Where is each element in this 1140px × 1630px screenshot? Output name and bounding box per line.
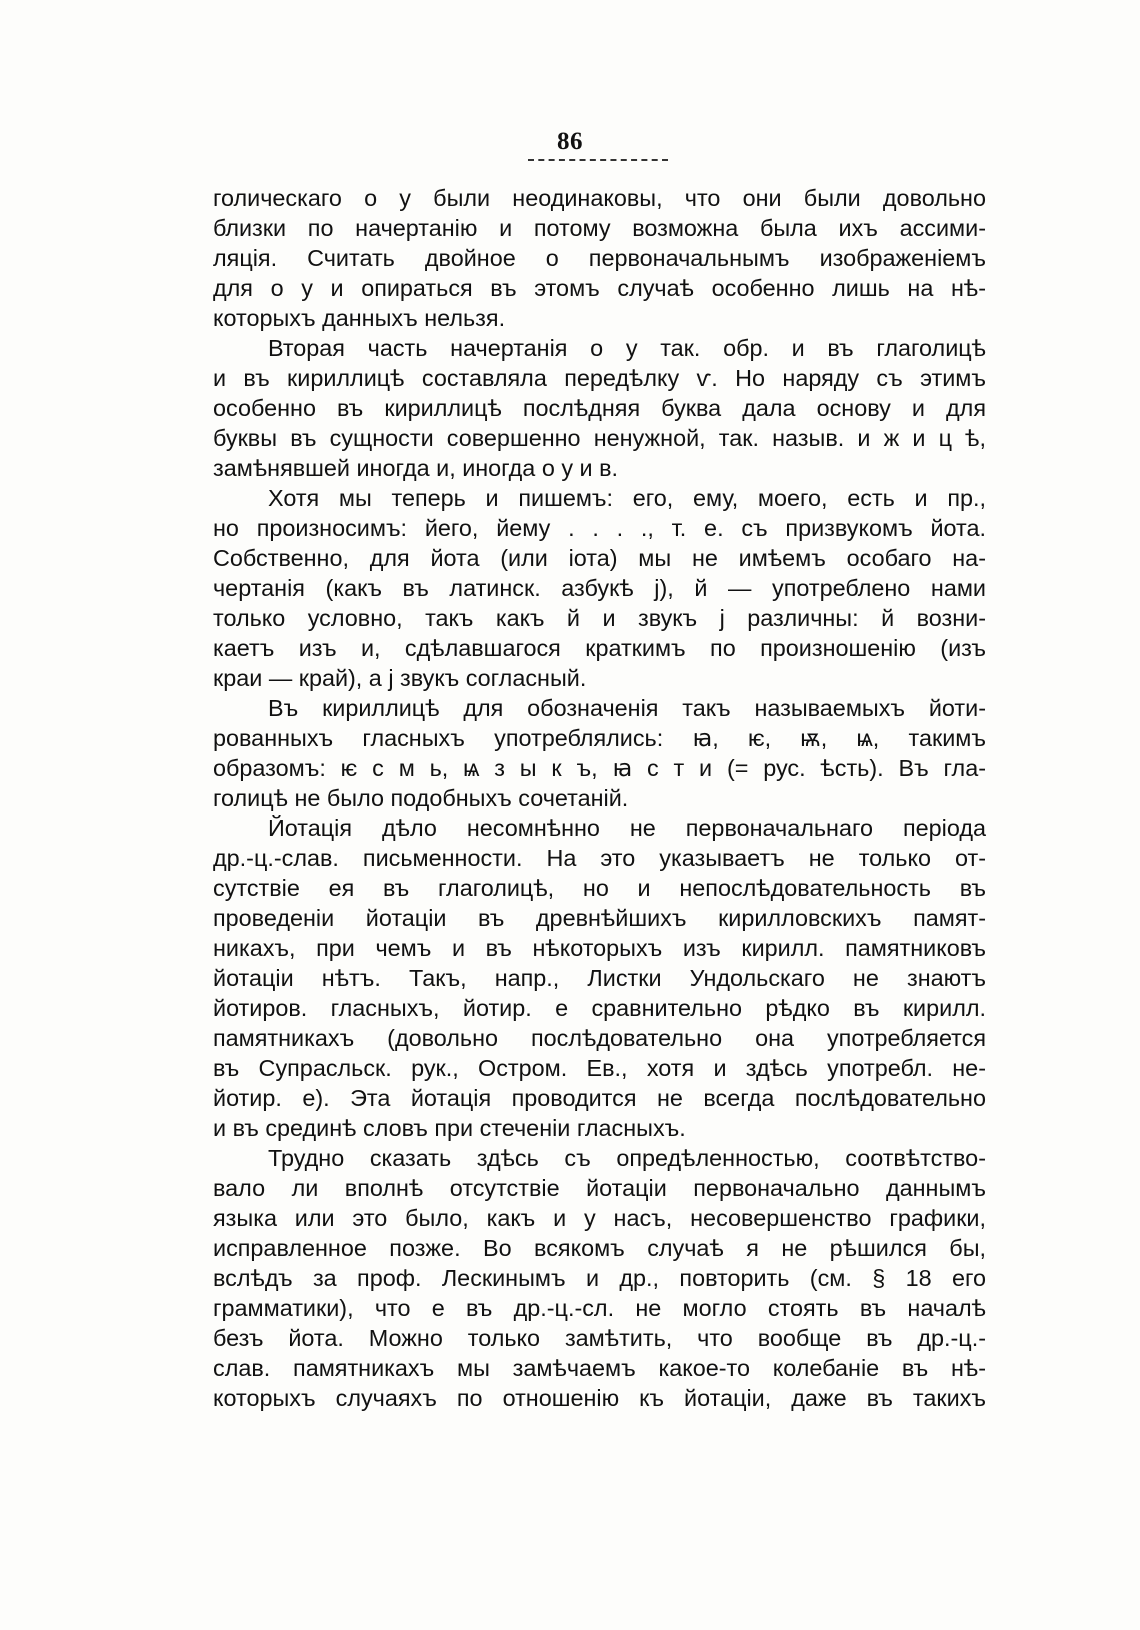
page-number: 86 xyxy=(557,128,583,155)
text-line: для о у и опираться въ этомъ случаѣ особенно лишь на нѣ- xyxy=(213,275,986,301)
text-line: памятникахъ (довольно послѣдовательно она употребляется xyxy=(213,1025,986,1051)
text-line: йотаціи нѣтъ. Такъ, напр., Листки Ундольскаго не знаютъ xyxy=(213,965,986,991)
text-line: которыхъ случаяхъ по отношенію къ йотаціи, даже въ такихъ xyxy=(213,1385,986,1411)
text-line: вало ли вполнѣ отсутствіе йотаціи первоначально даннымъ xyxy=(213,1175,986,1201)
text-line: ляція. Считать двойное о первоначальнымъ изображеніемъ xyxy=(213,245,986,271)
text-line: Вторая часть начертанія о у так. обр. и въ глаголицѣ xyxy=(268,335,986,361)
body-text xyxy=(213,183,986,1413)
text-line: но произносимъ: йего, йему . . . ., т. е. съ призвукомъ йота. xyxy=(213,515,986,541)
text-line: слав. памятникахъ мы замѣчаемъ какое-то колебаніе въ нѣ- xyxy=(213,1355,986,1381)
text-line: только условно, такъ какъ й и звукъ j различны: й возни- xyxy=(213,605,986,631)
text-line: Собственно, для йота (или іота) мы не имѣемъ особаго на- xyxy=(213,545,986,571)
text-line: Йотація дѣло несомнѣнно не первоначальнаго періода xyxy=(268,815,986,841)
text-line: проведеніи йотаціи въ древнѣйшихъ кирилловскихъ памят- xyxy=(213,905,986,931)
text-line: йотиров. гласныхъ, йотир. е сравнительно рѣдко въ кирилл. xyxy=(213,995,986,1021)
text-line: близки по начертанію и потому возможна была ихъ ассими- xyxy=(213,215,986,241)
text-line: голическаго о у были неодинаковы, что они были довольно xyxy=(213,185,986,211)
text-line: въ Супрасльск. рук., Остром. Ев., хотя и здѣсь употребл. не- xyxy=(213,1055,986,1081)
text-line: Трудно сказать здѣсь съ опредѣленностью, соотвѣтство- xyxy=(268,1145,986,1171)
text-line: голицѣ не было подобныхъ сочетаній. xyxy=(213,785,629,811)
text-line: языка или это было, какъ и у насъ, несовершенство графики, xyxy=(213,1205,986,1231)
text-line: др.-ц.-слав. письменности. На это указываетъ не только от- xyxy=(213,845,986,871)
text-line: особенно въ кириллицѣ послѣдняя буква дала основу и для xyxy=(213,395,986,421)
text-line: замѣнявшей иногда и, иногда о у и в. xyxy=(213,455,619,481)
text-line: чертанія (какъ въ латинск. азбукѣ j), й — употреблено нами xyxy=(213,575,986,601)
text-line: Въ кириллицѣ для обозначенія такъ называемыхъ йоти- xyxy=(268,695,986,721)
text-line: каетъ изъ и, сдѣлавшагося краткимъ по произношенію (изъ xyxy=(213,635,986,661)
text-line: которыхъ данныхъ нельзя. xyxy=(213,305,506,331)
header-rule xyxy=(528,159,668,161)
text-line: Хотя мы теперь и пишемъ: его, ему, моего, есть и пр., xyxy=(268,485,986,511)
text-line: исправленное позже. Во всякомъ случаѣ я не рѣшился бы, xyxy=(213,1235,986,1261)
text-line: рованныхъ гласныхъ употреблялись: ꙗ, ѥ, ѭ, ѩ, такимъ xyxy=(213,725,986,751)
text-line: безъ йота. Можно только замѣтить, что вообще въ др.-ц.- xyxy=(213,1325,986,1351)
text-line: и въ кириллицѣ составляла передѣлку ѵ. Но наряду съ этимъ xyxy=(213,365,986,391)
text-line: образомъ: ѥ с м ь, ѩ з ы к ъ, ꙗ с т и (= рус. ѣсть). Въ гла- xyxy=(213,755,986,781)
text-line: буквы въ сущности совершенно ненужной, так. назыв. и ж и ц ѣ, xyxy=(213,425,986,451)
text-line: никахъ, при чемъ и въ нѣкоторыхъ изъ кирилл. памятниковъ xyxy=(213,935,986,961)
text-line: сутствіе ея въ глаголицѣ, но и непослѣдовательность въ xyxy=(213,875,986,901)
text-line: йотир. е). Эта йотація проводится не всегда послѣдовательно xyxy=(213,1085,986,1111)
text-line: грамматики), что е въ др.-ц.-сл. не могло стоять въ началѣ xyxy=(213,1295,986,1321)
page-header xyxy=(0,128,1140,156)
text-line: вслѣдъ за проф. Лескинымъ и др., повторить (см. § 18 его xyxy=(213,1265,986,1291)
text-line: краи — край), а j звукъ согласный. xyxy=(213,665,587,691)
text-line: и въ срединѣ словъ при стеченіи гласныхъ. xyxy=(213,1115,686,1141)
